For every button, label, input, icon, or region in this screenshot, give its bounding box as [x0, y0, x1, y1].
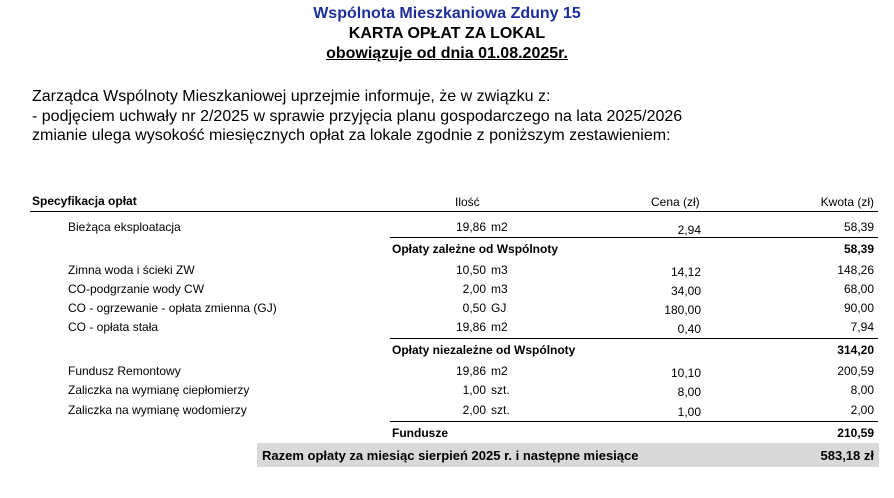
header-rule: [30, 211, 878, 212]
row-amount: 68,00: [843, 282, 874, 296]
row-price: 8,00: [677, 385, 701, 399]
total-label: Razem opłaty za miesiąc sierpień 2025 r. i następne miesiące: [262, 448, 639, 463]
subtotal-label: Opłaty zależne od Wspólnoty: [392, 242, 559, 256]
intro-line-3: zmianie ulega wysokość miesięcznych opłat za lokale zgodnie z poniższym zestawieniem:: [32, 127, 671, 144]
row-qty: 19,86: [455, 320, 486, 334]
row-name: CO - opłata stała: [68, 320, 159, 334]
row-price: 1,00: [677, 405, 701, 419]
row-qty: 19,86: [455, 364, 486, 378]
row-amount: 90,00: [843, 301, 874, 315]
row-qty: 0,50: [462, 301, 486, 315]
row-qty: 2,00: [462, 403, 486, 417]
row-price: 2,94: [677, 223, 701, 237]
total-amount: 583,18 zł: [820, 448, 874, 463]
valid-from: obowiązuje od dnia 01.08.2025r.: [326, 45, 568, 62]
row-price: 10,10: [670, 366, 701, 380]
community-name: Wspólnota Mieszkaniowa Zduny 15: [313, 5, 581, 22]
row-qty: 19,86: [455, 220, 486, 234]
row-unit: m3: [491, 282, 508, 296]
row-amount: 148,26: [837, 263, 874, 277]
row-qty: 10,50: [455, 263, 486, 277]
row-qty: 1,00: [462, 383, 486, 397]
row-name: Zimna woda i ścieki ZW: [68, 263, 195, 277]
subtotal-amount: 314,20: [837, 343, 874, 357]
row-unit: m3: [491, 263, 508, 277]
row-amount: 200,59: [837, 364, 874, 378]
document-title: KARTA OPŁAT ZA LOKAL: [348, 25, 546, 42]
row-amount: 7,94: [850, 320, 874, 334]
subtotal-label: Opłaty niezależne od Wspólnoty: [392, 343, 576, 357]
subtotal-rule: [390, 338, 878, 339]
row-amount: 58,39: [843, 220, 874, 234]
row-name: Bieżąca eksploatacja: [68, 220, 181, 234]
row-unit: m2: [491, 320, 508, 334]
row-unit: szt.: [491, 403, 510, 417]
subtotal-label: Fundusze: [392, 426, 448, 440]
row-name: Zaliczka na wymianę ciepłomierzy: [68, 383, 250, 397]
row-price: 180,00: [664, 303, 701, 317]
subtotal-rule: [390, 421, 878, 422]
row-unit: m2: [491, 364, 508, 378]
row-price: 34,00: [670, 284, 701, 298]
col-spec-header: Specyfikacja opłat: [32, 194, 137, 208]
intro-line-2: - podjęciem uchwały nr 2/2025 w sprawie przyjęcia planu gospodarczego na lata 2025/2026: [32, 108, 683, 125]
row-price: 14,12: [670, 265, 701, 279]
col-amount-header: Kwota (zł): [820, 195, 874, 209]
row-qty: 2,00: [462, 282, 486, 296]
col-qty-header: Ilość: [455, 195, 480, 209]
row-unit: szt.: [491, 383, 510, 397]
row-amount: 8,00: [850, 383, 874, 397]
subtotal-amount: 58,39: [843, 242, 874, 256]
subtotal-amount: 210,59: [837, 426, 874, 440]
subtotal-rule: [390, 237, 878, 238]
row-name: Zaliczka na wymianę wodomierzy: [68, 403, 247, 417]
row-price: 0,40: [677, 322, 701, 336]
row-name: Fundusz Remontowy: [68, 364, 181, 378]
row-name: CO-podgrzanie wody CW: [68, 282, 205, 296]
row-unit: m2: [491, 220, 508, 234]
row-unit: GJ: [491, 301, 507, 315]
row-name: CO - ogrzewanie - opłata zmienna (GJ): [68, 301, 277, 315]
col-price-header: Cena (zł): [651, 195, 700, 209]
row-amount: 2,00: [850, 403, 874, 417]
intro-line-1: Zarządca Wspólnoty Mieszkaniowej uprzejmie informuje, że w związku z:: [32, 88, 551, 105]
